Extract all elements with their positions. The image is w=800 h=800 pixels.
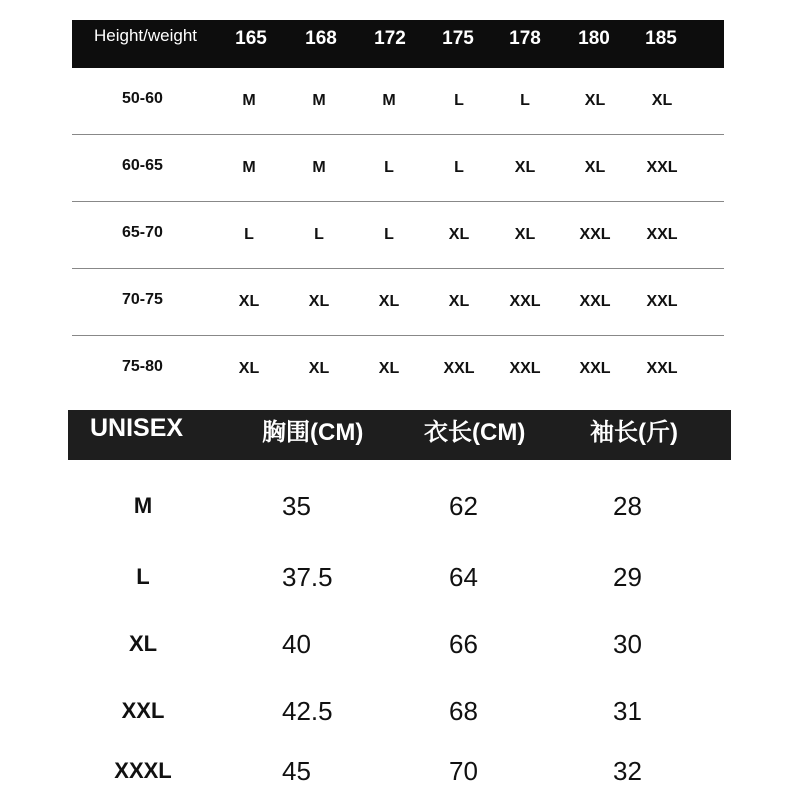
size-cell: XXL [509, 360, 541, 377]
size-cell: XXL [443, 360, 475, 377]
size-cell: XXL [646, 159, 678, 176]
size-cell: L [454, 92, 464, 109]
size-cell: M [382, 92, 396, 109]
chest-value: 42.5 [282, 696, 333, 726]
height-header-cell: 165 [235, 28, 267, 49]
size-cell: XXL [579, 360, 611, 377]
size-cell: XL [514, 226, 536, 243]
size-label: XXXL [114, 758, 172, 783]
size-cell: M [242, 92, 256, 109]
header-unisex: UNISEX [90, 414, 184, 442]
size-cell: XXL [509, 293, 541, 310]
size-cell: XL [584, 92, 606, 109]
size-cell: M [242, 159, 256, 176]
table-row [72, 68, 724, 135]
sleeve-value: 30 [613, 629, 642, 659]
size-cell: M [312, 159, 326, 176]
size-cell: XL [308, 360, 330, 377]
sleeve-value: 31 [613, 696, 642, 726]
height-weight-table [72, 20, 724, 402]
weight-range: 75-80 [122, 358, 163, 375]
size-cell: XL [514, 159, 536, 176]
length-value: 66 [449, 629, 478, 659]
height-header-cell: 185 [645, 28, 677, 49]
size-cell: XL [238, 293, 260, 310]
length-value: 68 [449, 696, 478, 726]
height-header-cell: 180 [578, 28, 610, 49]
height-header-cell: 168 [305, 28, 337, 49]
header-length: 衣长(CM) [424, 419, 526, 446]
size-cell: L [384, 226, 394, 243]
size-cell: M [312, 92, 326, 109]
size-cell: XXL [646, 293, 678, 310]
table-row [72, 135, 724, 202]
size-label: XL [128, 631, 158, 656]
length-value: 62 [449, 491, 478, 521]
header-sleeve: 袖长(斤) [590, 419, 678, 446]
size-cell: XL [584, 159, 606, 176]
size-cell: XL [378, 360, 400, 377]
length-value: 70 [449, 756, 478, 786]
size-row [0, 564, 800, 604]
weight-range: 50-60 [122, 90, 163, 107]
chest-value: 37.5 [282, 562, 333, 592]
size-cell: L [314, 226, 324, 243]
sleeve-value: 28 [613, 491, 642, 521]
length-value: 64 [449, 562, 478, 592]
weight-range: 65-70 [122, 224, 163, 241]
size-cell: XL [308, 293, 330, 310]
table-row [72, 202, 724, 269]
size-cell: XXL [579, 293, 611, 310]
size-cell: XXL [579, 226, 611, 243]
size-chart-header [68, 410, 731, 460]
weight-range: 60-65 [122, 157, 163, 174]
table-row [72, 336, 724, 402]
size-label: XXL [121, 698, 165, 723]
chest-value: 40 [282, 629, 311, 659]
chest-value: 35 [282, 491, 311, 521]
size-cell: XL [448, 226, 470, 243]
weight-range: 70-75 [122, 291, 163, 308]
height-header-cell: 178 [509, 28, 541, 49]
chest-value: 45 [282, 756, 311, 786]
size-cell: XXL [646, 360, 678, 377]
table-row [72, 269, 724, 336]
size-row [0, 758, 800, 798]
size-cell: XL [651, 92, 673, 109]
size-cell: L [520, 92, 530, 109]
size-label: M [133, 493, 153, 518]
size-row [0, 698, 800, 738]
sleeve-value: 29 [613, 562, 642, 592]
sleeve-value: 32 [613, 756, 642, 786]
size-row [0, 493, 800, 533]
size-row [0, 631, 800, 671]
size-label: L [136, 564, 150, 589]
size-cell: XXL [646, 226, 678, 243]
height-header-cell: 175 [442, 28, 474, 49]
header-label: Height/weight [94, 26, 198, 45]
size-cell: XL [238, 360, 260, 377]
size-cell: L [244, 226, 254, 243]
size-cell: XL [448, 293, 470, 310]
height-header-cell: 172 [374, 28, 406, 49]
size-cell: L [384, 159, 394, 176]
size-cell: XL [378, 293, 400, 310]
height-weight-header [72, 20, 724, 68]
size-cell: L [454, 159, 464, 176]
header-chest: 胸围(CM) [262, 419, 364, 446]
